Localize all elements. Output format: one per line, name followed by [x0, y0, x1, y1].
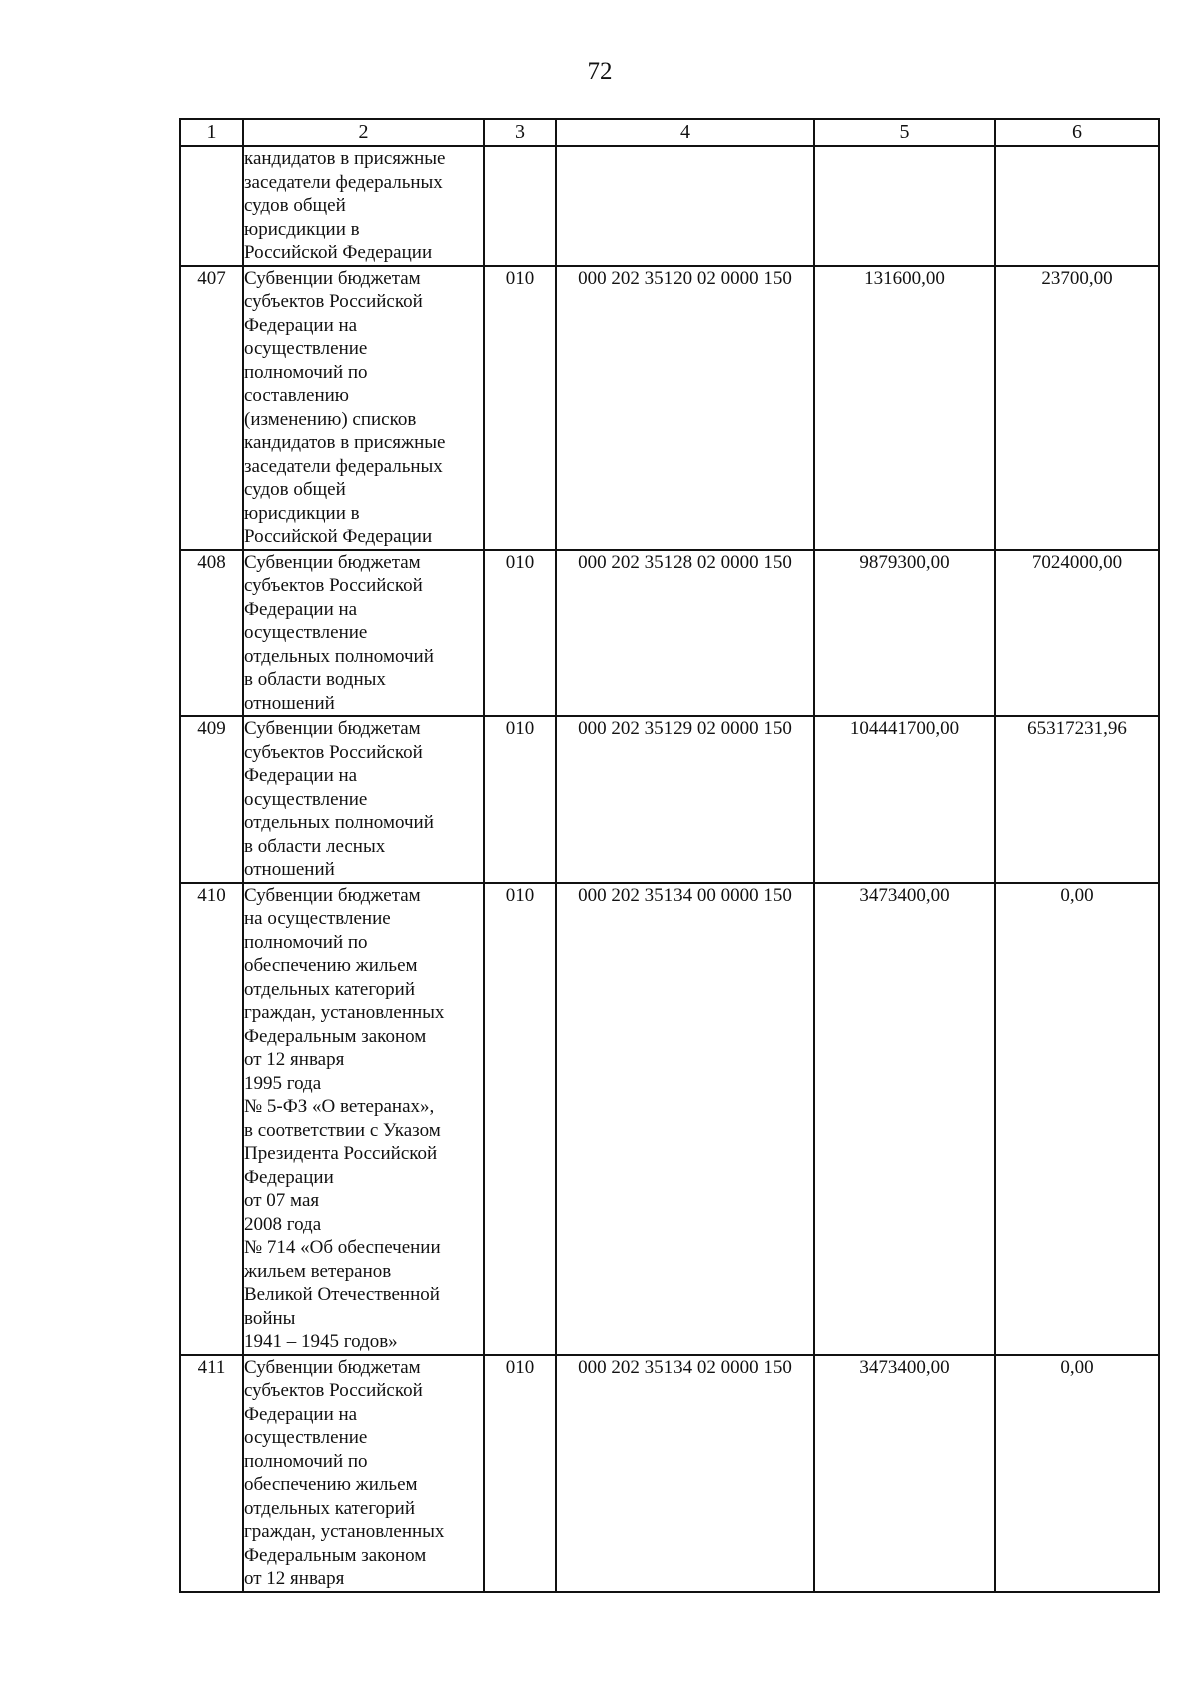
admin-code-cell: 010 — [484, 716, 556, 883]
description-line: в соответствии с Указом — [244, 1119, 441, 1141]
description-line: Федерации — [244, 1166, 334, 1188]
budget-code-cell — [556, 146, 814, 266]
description-line: Федерации на — [244, 314, 358, 336]
description-line: осуществление — [244, 1427, 368, 1448]
description-cell — [243, 550, 484, 717]
description-line: отношений — [244, 859, 335, 880]
amount-col5-cell: 104441700,00 — [814, 716, 995, 883]
amount-col6-cell — [995, 146, 1159, 266]
description-line: в области лесных — [244, 835, 386, 857]
header-col-3: 3 — [484, 119, 556, 146]
description-line: Федеральным законом — [244, 1544, 427, 1566]
description-line: Федерации на — [244, 765, 358, 786]
table-row — [180, 550, 1159, 717]
description-line: от 07 мая — [244, 1190, 320, 1211]
budget-code-cell: 000 202 35128 02 0000 150 — [556, 550, 814, 717]
table-row — [180, 883, 1159, 1355]
description-line: граждан, установленных — [244, 1521, 445, 1542]
description-line: на осуществление — [244, 908, 391, 929]
amount-col6-cell: 0,00 — [995, 1355, 1159, 1592]
description-line: субъектов Российской — [244, 741, 423, 763]
description-line: отдельных категорий — [244, 978, 416, 1000]
amount-col5-cell: 131600,00 — [814, 266, 995, 550]
description-line: Федерации на — [244, 598, 358, 620]
amount-col5-cell — [814, 146, 995, 266]
description-line: (изменению) списков — [244, 408, 417, 430]
budget-code-cell: 000 202 35134 00 0000 150 — [556, 883, 814, 1355]
amount-col5-cell: 9879300,00 — [814, 550, 995, 717]
description-cell — [243, 266, 484, 550]
admin-code-cell: 010 — [484, 266, 556, 550]
amount-col6-cell: 65317231,96 — [995, 716, 1159, 883]
table-row — [180, 146, 1159, 266]
description-cell — [243, 716, 484, 883]
description-line: отношений — [244, 692, 335, 714]
description-line: обеспечению жильем — [244, 955, 418, 976]
description-line: Субвенции бюджетам — [244, 884, 421, 906]
description-line: Субвенции бюджетам — [244, 267, 421, 289]
description-cell — [243, 146, 484, 266]
admin-code-cell: 010 — [484, 1355, 556, 1592]
budget-table — [179, 118, 1160, 1593]
admin-code-cell: 010 — [484, 550, 556, 717]
description-line: Президента Российской — [244, 1143, 438, 1164]
description-line: осуществление — [244, 338, 368, 359]
table-row — [180, 716, 1159, 883]
description-line: кандидатов в присяжные — [244, 432, 446, 453]
description-line: судов общей — [244, 195, 346, 216]
description-line: 2008 года — [244, 1213, 322, 1235]
header-col-2: 2 — [243, 119, 484, 146]
description-line: 1995 года — [244, 1072, 322, 1094]
description-line: войны — [244, 1307, 296, 1329]
description-line: Федеральным законом — [244, 1025, 427, 1047]
description-line: полномочий по — [244, 1450, 368, 1472]
header-row — [180, 119, 1159, 146]
amount-col6-cell: 23700,00 — [995, 266, 1159, 550]
description-line: осуществление — [244, 622, 368, 643]
page-number: 72 — [587, 58, 613, 85]
description-line: Субвенции бюджетам — [244, 718, 421, 739]
description-line: субъектов Российской — [244, 575, 423, 596]
row-number-cell: 411 — [180, 1355, 243, 1592]
description-line: граждан, установленных — [244, 1002, 445, 1023]
description-line: субъектов Российской — [244, 291, 423, 312]
description-line: Российской Федерации — [244, 526, 433, 547]
amount-col6-cell: 0,00 — [995, 883, 1159, 1355]
description-line: заседатели федеральных — [244, 171, 443, 193]
admin-code-cell — [484, 146, 556, 266]
header-col-1: 1 — [180, 119, 243, 146]
description-line: Великой Отечественной — [244, 1284, 440, 1305]
description-line: полномочий по — [244, 361, 368, 383]
amount-col6-cell: 7024000,00 — [995, 550, 1159, 717]
description-line: отдельных полномочий — [244, 645, 434, 667]
description-line: от 12 января — [244, 1568, 345, 1589]
row-number-cell: 408 — [180, 550, 243, 717]
description-line: осуществление — [244, 788, 368, 810]
description-line: Российской Федерации — [244, 242, 433, 263]
table-row — [180, 266, 1159, 550]
table-row — [180, 1355, 1159, 1592]
row-number-cell — [180, 146, 243, 266]
budget-code-cell: 000 202 35129 02 0000 150 — [556, 716, 814, 883]
header-col-6: 6 — [995, 119, 1159, 146]
description-line: № 5-ФЗ «О ветеранах», — [244, 1096, 435, 1117]
description-line: судов общей — [244, 479, 346, 500]
description-line: 1941 – 1945 годов» — [244, 1331, 398, 1352]
amount-col5-cell: 3473400,00 — [814, 883, 995, 1355]
header-col-5: 5 — [814, 119, 995, 146]
description-line: жильем ветеранов — [244, 1260, 392, 1282]
description-line: юрисдикции в — [244, 502, 360, 524]
description-line: составлению — [244, 385, 349, 406]
description-line: отдельных полномочий — [244, 812, 434, 833]
row-number-cell: 409 — [180, 716, 243, 883]
description-line: Субвенции бюджетам — [244, 551, 421, 573]
description-cell — [243, 883, 484, 1355]
description-line: полномочий по — [244, 931, 368, 953]
row-number-cell: 407 — [180, 266, 243, 550]
budget-code-cell: 000 202 35134 02 0000 150 — [556, 1355, 814, 1592]
description-line: субъектов Российской — [244, 1380, 423, 1401]
description-line: обеспечению жильем — [244, 1474, 418, 1495]
description-line: Федерации на — [244, 1403, 358, 1425]
amount-col5-cell: 3473400,00 — [814, 1355, 995, 1592]
description-line: от 12 января — [244, 1049, 345, 1070]
header-col-4: 4 — [556, 119, 814, 146]
description-line: заседатели федеральных — [244, 455, 443, 477]
description-line: кандидатов в присяжные — [244, 148, 446, 169]
admin-code-cell: 010 — [484, 883, 556, 1355]
description-line: отдельных категорий — [244, 1497, 416, 1519]
description-cell — [243, 1355, 484, 1592]
description-line: № 714 «Об обеспечении — [244, 1237, 441, 1258]
budget-code-cell: 000 202 35120 02 0000 150 — [556, 266, 814, 550]
description-line: юрисдикции в — [244, 218, 360, 240]
description-line: в области водных — [244, 669, 386, 690]
description-line: Субвенции бюджетам — [244, 1356, 421, 1378]
row-number-cell: 410 — [180, 883, 243, 1355]
